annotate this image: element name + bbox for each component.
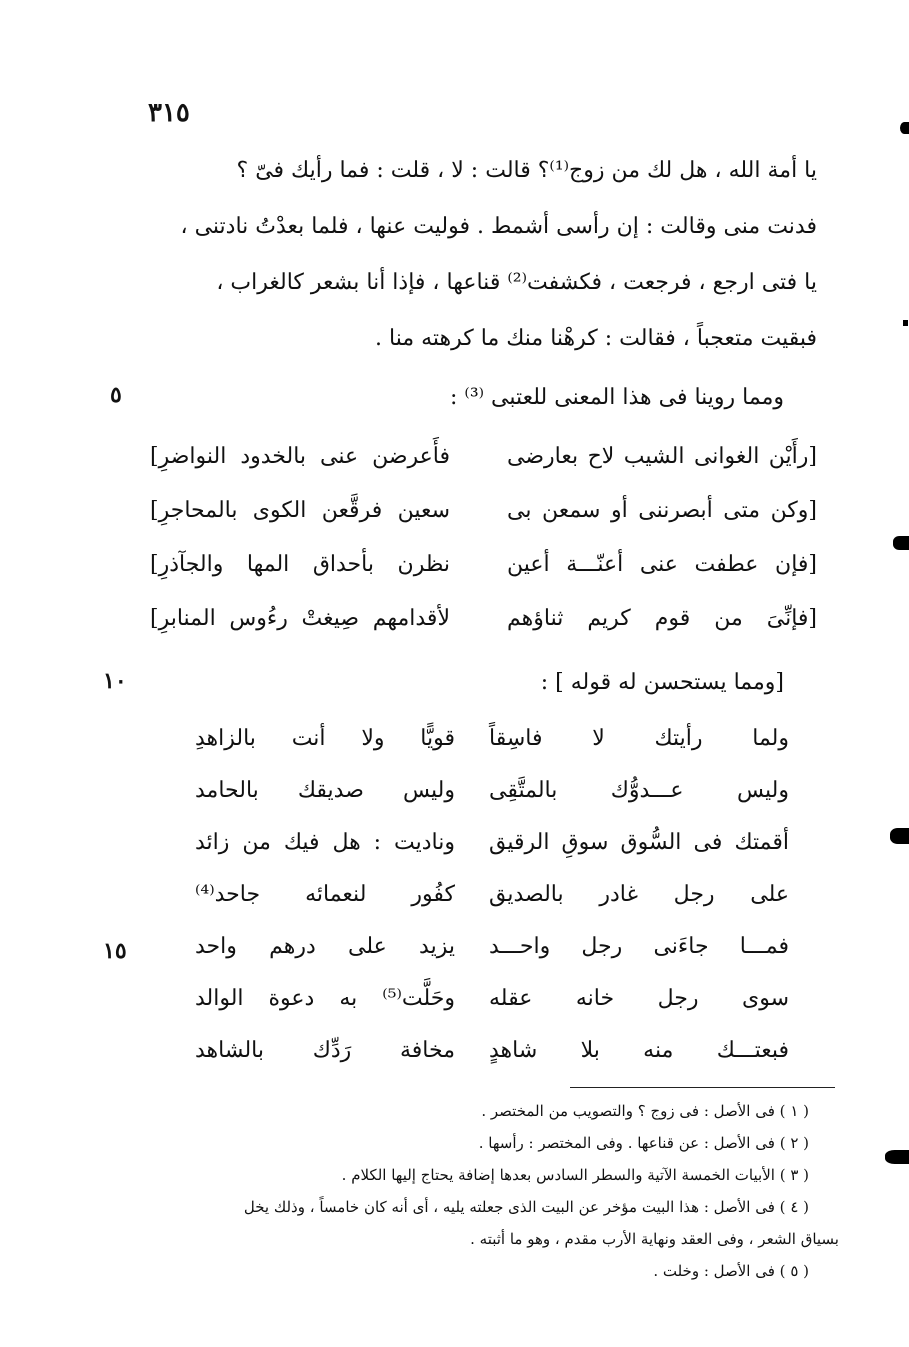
edge-mark-4 xyxy=(890,828,909,844)
footnote-4-continued: بسياق الشعر ، وفى العقد ونهاية الأرب مقدم ، وهو ما أثبته . xyxy=(470,1230,839,1248)
line-marker-5: ٥ xyxy=(110,382,122,408)
poem2-verse-1-left: قويًّا ولا أنت بالزاهدِ xyxy=(195,726,455,751)
footnote-3: ( ٣ ) الأبيات الخمسة الآتية والسطر السادس بعدها إضافة يحتاج إليها الكلام . xyxy=(341,1166,809,1184)
poem1-verse-2-right: [وكن متى أبصرننى أو سمعن بى xyxy=(507,498,817,523)
poem2-verse-6-left: وحَلَّت⁽⁵⁾ به دعوة الوالد xyxy=(195,986,455,1011)
intro-line-2: [ومما يستحسن له قوله ] : xyxy=(540,670,784,695)
edge-mark-3 xyxy=(893,536,909,550)
edge-mark-5 xyxy=(885,1150,909,1164)
intro-line-1: ومما روينا فى هذا المعنى للعتبى ⁽³⁾ : xyxy=(450,385,784,410)
line-marker-15: ١٥ xyxy=(103,938,127,964)
line-marker-10: ١٠ xyxy=(103,668,127,694)
poem1-verse-2-left: سعين فرقَّعن الكوى بالمحاجرِ] xyxy=(150,498,450,523)
poem2-verse-7-right: فبعتـــك منه بلا شاهدٍ xyxy=(489,1038,789,1063)
poem2-verse-3-right: أقمتك فى السُّوق سوقِ الرقيق xyxy=(489,830,789,855)
poem1-verse-4-left: لأقدامهم صِيغتْ رءُوس المنابرِ] xyxy=(150,606,450,631)
poem2-verse-2-right: وليس عـــدوُّك بالمتَّقِى xyxy=(489,778,789,803)
prose-line-4: فبقيت متعجباً ، فقالت : كرهْنا منك ما كرهته منا . xyxy=(375,326,817,351)
poem2-verse-5-right: فمـــا جاءَنى رجل واحـــد xyxy=(489,934,789,959)
poem1-verse-1-left: فأَعرضن عنى بالخدود النواضرِ] xyxy=(150,444,450,469)
footnote-4: ( ٤ ) فى الأصل : هذا البيت مؤخر عن البيت الذى جعلته يليه ، أى أنه كان خامساً ، وذلك يخل xyxy=(243,1198,809,1216)
footnote-1: ( ١ ) فى الأصل : فى زوج ؟ والتصويب من المختصر . xyxy=(481,1102,809,1120)
poem2-verse-5-left: يزيد على درهم واحد xyxy=(195,934,455,959)
prose-line-1: يا أمة الله ، هل لك من زوج⁽¹⁾؟ قالت : لا ، قلت : فما رأيك فىّ ؟ xyxy=(236,158,817,183)
prose-line-2: فدنت منى وقالت : إن رأسى أشمط . فوليت عنها ، فلما بعدْتُ نادتنى ، xyxy=(180,214,817,239)
prose-line-3: يا فتى ارجع ، فرجعت ، فكشفت⁽²⁾ قناعها ، فإذا أنا بشعر كالغراب ، xyxy=(216,270,817,295)
poem2-verse-1-right: ولما رأيتك لا فاسِقاً xyxy=(489,726,789,751)
poem2-verse-7-left: مخافة رَدِّك بالشاهد xyxy=(195,1038,455,1063)
edge-mark-2 xyxy=(903,320,908,326)
poem1-verse-3-right: [فإن عطفت عنى أعنّـــة أعين xyxy=(507,552,817,577)
page-number: ٣١٥ xyxy=(148,98,190,128)
poem2-verse-3-left: وناديت : هل فيك من زائد xyxy=(195,830,455,855)
footnote-2: ( ٢ ) فى الأصل : عن قناعها . وفى المختصر : رأسها . xyxy=(478,1134,809,1152)
footnote-divider xyxy=(570,1087,835,1088)
poem2-verse-2-left: وليس صديقك بالحامد xyxy=(195,778,455,803)
footnote-5: ( ٥ ) فى الأصل : وخلت . xyxy=(653,1262,809,1280)
poem2-verse-6-right: سوى رجل خانه عقله xyxy=(489,986,789,1011)
poem2-verse-4-left: كفُور لنعمائه جاحد⁽⁴⁾ xyxy=(195,882,455,907)
poem1-verse-1-right: [رأَيْن الغوانى الشيب لاح بعارضى xyxy=(507,444,817,469)
poem1-verse-3-left: نظرن بأحداق المها والجآذرِ] xyxy=(150,552,450,577)
poem2-verse-4-right: على رجل غادر بالصديق xyxy=(489,882,789,907)
edge-mark-1 xyxy=(900,122,909,134)
poem1-verse-4-right: [فإنِّىَ من قوم كريم ثناؤهم xyxy=(507,606,817,631)
